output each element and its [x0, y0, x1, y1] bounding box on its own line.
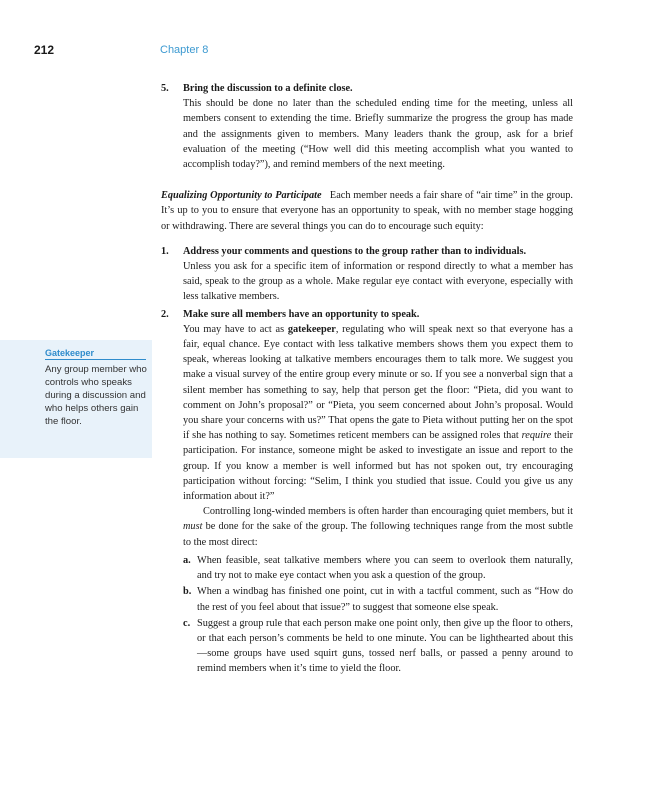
item-2: [161, 307, 573, 677]
must-emphasis: must: [183, 521, 203, 533]
glossary-divider: [45, 359, 146, 360]
item-2-body-mid: , regulating who will speak next so that everyone has a fair, equal chance. Eye contact with less talkative members shows them you expect them to speak, whereas looking at talkative members encourages them to talk more. We suggest you make a visual survey of the entire group every minute or so. If you see a nonverbal sign that a silent member has something to say, help that person get the floor: “Pieta, did you want to comment on John’s proposal?” or “Pieta, you seem concerned about John’s proposal. Would you share your concerns with us?” That opens the gate to Pieta without putting her on the spot if she has nothing to say. Sometimes reticent members can be assigned roles that: [183, 323, 573, 442]
step-5-body: This should be done no later than the scheduled ending time for the meeting, unless all members consent to extending the time. Briefly summarize the progress the group has made and the assignments given to members. Many leaders thank the group, ask for a brief evaluation of the meeting (“How well did this meeting accomplish what you wanted to accomplish today?”), and remind members of the next meeting.: [183, 98, 573, 171]
item-2-para2-pre: Controlling long-winded members is often harder than encouraging quiet members, but it: [203, 506, 573, 518]
step-5: [161, 81, 573, 172]
item-1-body: Unless you ask for a specific item of information or respond directly to what a member has said, speak to the group as a whole. Make regular eye contact with everyone, especially with less talkative members.: [183, 261, 573, 303]
step-5-number: 5.: [161, 83, 169, 94]
glossary-term: Gatekeeper: [45, 348, 95, 358]
technique-c-text: Suggest a group rule that each person make one point only, then give up the floor to others, or that each person’s comments be held to one minute. You can be lighthearted about this—some groups have used squirt guns, tossed nerf balls, or passed a penny around to remind members when it’s time to yield the floor.: [197, 617, 573, 675]
main-text-column: [161, 81, 573, 679]
equalizing-lead: Equalizing Opportunity to Participate: [161, 190, 322, 202]
item-2-body-pre: You may have to act as: [183, 323, 285, 335]
technique-c: [183, 616, 573, 677]
technique-a-letter: a.: [183, 554, 191, 566]
technique-b-letter: b.: [183, 586, 192, 598]
equalizing-paragraph: [161, 188, 573, 234]
technique-c-letter: c.: [183, 617, 191, 629]
item-2-para2-post: be done for the sake of the group. The following techniques range from the most subtle to the most direct:: [183, 521, 573, 548]
equalizing-body: Each member needs a fair share of “air time” in the group. It’s up to you to ensure that everyone has an opportunity to speak, with no member stage hogging or withdrawing. There are several things you can do to encourage such equity:: [161, 190, 573, 232]
item-1: [161, 244, 573, 305]
item-2-body: [183, 322, 573, 504]
technique-b-text: When a windbag has finished one point, cut in with a tactful comment, such as “How do the rest of you feel about that issue?” to suggest that someone else speak.: [197, 586, 573, 613]
item-2-paragraph-2: [183, 504, 573, 550]
item-1-number: 1.: [161, 245, 169, 257]
require-emphasis: require: [521, 430, 552, 442]
item-2-heading: Make sure all members have an opportunity to speak.: [183, 308, 420, 320]
item-1-heading: Address your comments and questions to the group rather than to individuals.: [183, 245, 527, 257]
item-2-number: 2.: [161, 308, 169, 320]
technique-a-text: When feasible, seat talkative members where you can seem to overlook them naturally, and try not to make eye contact when you ask a question of the group.: [197, 554, 573, 582]
item-2-body-post: their participation. For instance, someone might be asked to investigate an issue and report to the group. If you know a member is well informed but has not spoken out, try encouraging participation without forcing: “Selim, I think you studied that issue. Could you give us any information about it?”: [183, 430, 574, 503]
chapter-label: Chapter 8: [160, 44, 209, 56]
technique-a: [183, 553, 573, 583]
gatekeeper-term: gatekeeper: [287, 323, 336, 335]
technique-b: [183, 584, 573, 614]
glossary-definition: Any group member who controls who speaks during a discussion and who helps others gain the floor.: [45, 364, 147, 428]
page-number: 212: [34, 43, 55, 57]
step-5-heading: Bring the discussion to a definite close.: [183, 83, 353, 94]
